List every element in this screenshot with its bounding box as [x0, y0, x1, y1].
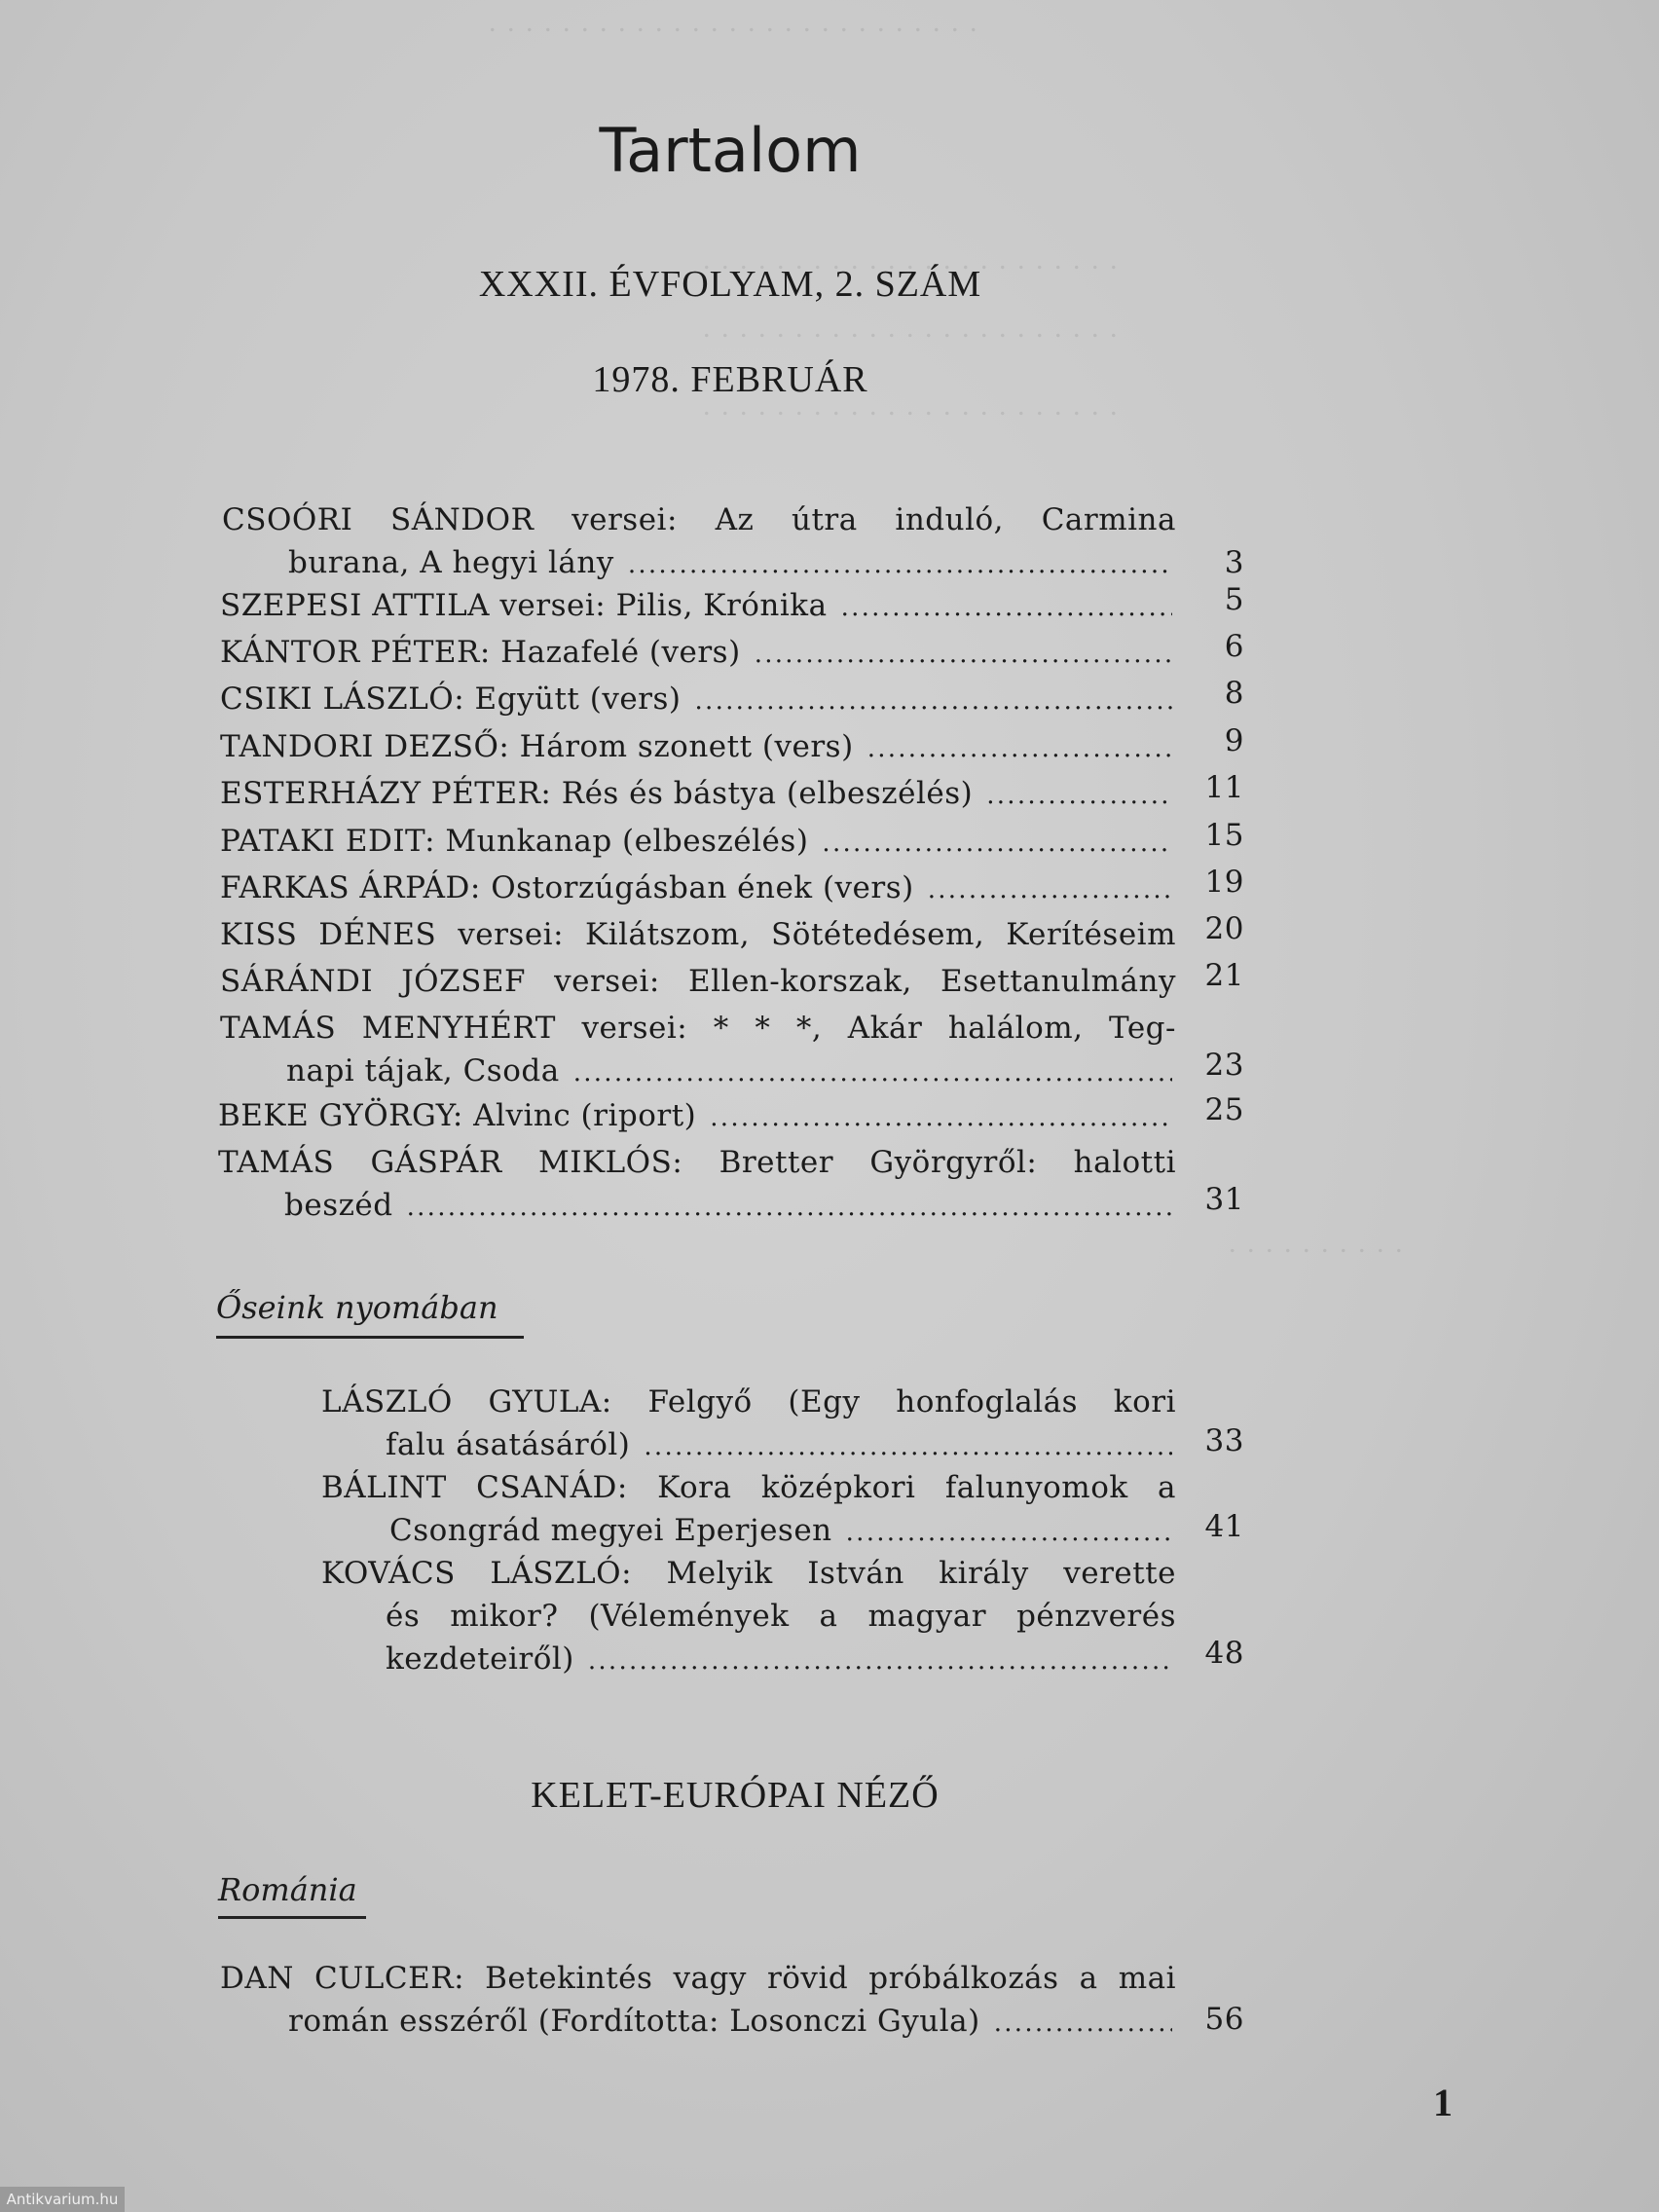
toc-entry [220, 818, 1244, 865]
leader-dots [695, 678, 1172, 722]
leader-dots [846, 1509, 1172, 1554]
toc-entry [220, 958, 1244, 1003]
entry-title: CSIKI LÁSZLÓ: Együtt (vers) [220, 682, 682, 717]
toc-entry [220, 865, 1244, 911]
leader-dots [986, 772, 1172, 817]
entry-page: 8 [1224, 676, 1244, 711]
toc-entry [220, 911, 1244, 956]
entry-page: 11 [1204, 770, 1244, 805]
toc-entry [218, 1092, 1244, 1139]
entry-title-cont: kezdeteiről) [386, 1641, 574, 1677]
page-title: Tartalom [599, 115, 862, 186]
leader-dots [928, 866, 1172, 911]
toc-entry [321, 1466, 1244, 1554]
entry-title: ESTERHÁZY PÉTER: Rés és bástya (elbeszélés) [220, 776, 974, 811]
toc-entry [321, 1552, 1244, 1682]
entry-title: BEKE GYÖRGY: Alvinc (riport) [218, 1098, 697, 1133]
entry-title: TAMÁS MENYHÉRT versei: * * *, Akár halálom, Teg- [220, 1011, 1176, 1046]
entry-title: PATAKI EDIT: Munkanap (elbeszélés) [220, 824, 809, 859]
bleed-through-texture: . . . . . . . . . . . . . . . . . . . . . . . [701, 312, 1118, 344]
entry-title-cont: falu ásatásáról) [386, 1427, 631, 1462]
date-heading: 1978. FEBRUÁR [592, 359, 868, 400]
leader-dots [755, 631, 1172, 676]
section-underline [218, 1916, 366, 1919]
leader-dots [407, 1184, 1172, 1229]
entry-title: CSOÓRI SÁNDOR versei: Az útra induló, Carmina [222, 502, 1176, 537]
toc-entry [220, 629, 1244, 676]
toc-entry [222, 498, 1244, 586]
entry-title-cont: napi tájak, Csoda [286, 1053, 560, 1088]
entry-page: 9 [1224, 723, 1244, 758]
entry-title-cont: beszéd [284, 1188, 393, 1223]
leader-dots [588, 1638, 1172, 1682]
entry-page: 5 [1224, 582, 1244, 617]
bleed-through-texture: . . . . . . . . . . [1227, 1227, 1403, 1259]
toc-entry [220, 770, 1244, 817]
entry-title: TANDORI DEZSŐ: Három szonett (vers) [220, 729, 854, 764]
entry-title: DAN CULCER: Betekintés vagy rövid próbálkozás a mai [220, 1961, 1176, 1996]
entry-title: BÁLINT CSANÁD: Kora középkori falunyomok a [321, 1470, 1176, 1505]
entry-page: 6 [1224, 629, 1244, 664]
section-romania-label: Románia [218, 1871, 357, 1908]
entry-page: 33 [1204, 1423, 1244, 1458]
entry-page: 48 [1204, 1636, 1244, 1671]
leader-dots [994, 2000, 1172, 2045]
entry-page: 56 [1204, 2002, 1244, 2037]
entry-title: SZEPESI ATTILA versei: Pilis, Krónika [220, 588, 828, 623]
entry-page: 15 [1204, 818, 1244, 853]
entry-page: 23 [1204, 1048, 1244, 1083]
toc-entry [321, 1381, 1244, 1468]
page-number: 1 [1433, 2081, 1453, 2124]
entry-title: TAMÁS GÁSPÁR MIKLÓS: Bretter Györgyről: halotti [218, 1145, 1176, 1180]
toc-entry [220, 676, 1244, 722]
toc-entry [220, 1007, 1244, 1094]
toc-entry [218, 1141, 1244, 1229]
toc-entry [220, 723, 1244, 770]
entry-title: SÁRÁNDI JÓZSEF versei: Ellen-korszak, Esettanulmány [220, 964, 1176, 999]
entry-page: 20 [1204, 911, 1244, 946]
leader-dots [573, 1050, 1172, 1094]
entry-title: FARKAS ÁRPÁD: Ostorzúgásban ének (vers) [220, 870, 914, 905]
leader-dots [628, 541, 1172, 586]
leader-dots [841, 584, 1172, 629]
leader-dots [822, 820, 1172, 865]
entry-page: 3 [1224, 545, 1244, 580]
entry-title-cont: román esszéről (Fordította: Losonczi Gyula) [288, 2004, 980, 2039]
entry-page: 41 [1204, 1509, 1244, 1544]
entry-title: KÁNTOR PÉTER: Hazafelé (vers) [220, 635, 741, 670]
watermark: Antikvarium.hu [0, 2187, 125, 2212]
entry-page: 19 [1204, 865, 1244, 900]
leader-dots [710, 1094, 1172, 1139]
leader-dots [644, 1423, 1172, 1468]
leader-dots [867, 725, 1172, 770]
bleed-through-texture: . . . . . . . . . . . . . . . . . . . . . . . [701, 243, 1118, 276]
section-underline [216, 1336, 524, 1339]
entry-page: 25 [1204, 1092, 1244, 1127]
toc-entry [220, 1957, 1244, 2045]
entry-title-cont: burana, A hegyi lány [288, 545, 614, 580]
bleed-through-texture: . . . . . . . . . . . . . . . . . . . . . . . . . . . [487, 6, 977, 38]
bleed-through-texture: . . . . . . . . . . . . . . . . . . . . . . . [701, 389, 1118, 422]
section-oseink-label: Őseink nyomában [216, 1289, 498, 1326]
section-kelet-heading: KELET-EURÓPAI NÉZŐ [531, 1775, 940, 1816]
toc-entry [220, 582, 1244, 629]
entry-page: 31 [1204, 1182, 1244, 1217]
entry-title: KISS DÉNES versei: Kilátszom, Sötétedésem, Kerítéseim [220, 917, 1176, 952]
entry-title-cont: és mikor? (Vélemények a magyar pénzverés [386, 1599, 1176, 1634]
entry-title-cont: Csongrád megyei Eperjesen [389, 1513, 832, 1548]
volume-heading: XXXII. ÉVFOLYAM, 2. SZÁM [478, 264, 982, 305]
entry-page: 21 [1204, 958, 1244, 993]
entry-title: LÁSZLÓ GYULA: Felgyő (Egy honfoglalás kori [321, 1384, 1176, 1419]
entry-title: KOVÁCS LÁSZLÓ: Melyik István király verette [321, 1556, 1176, 1591]
